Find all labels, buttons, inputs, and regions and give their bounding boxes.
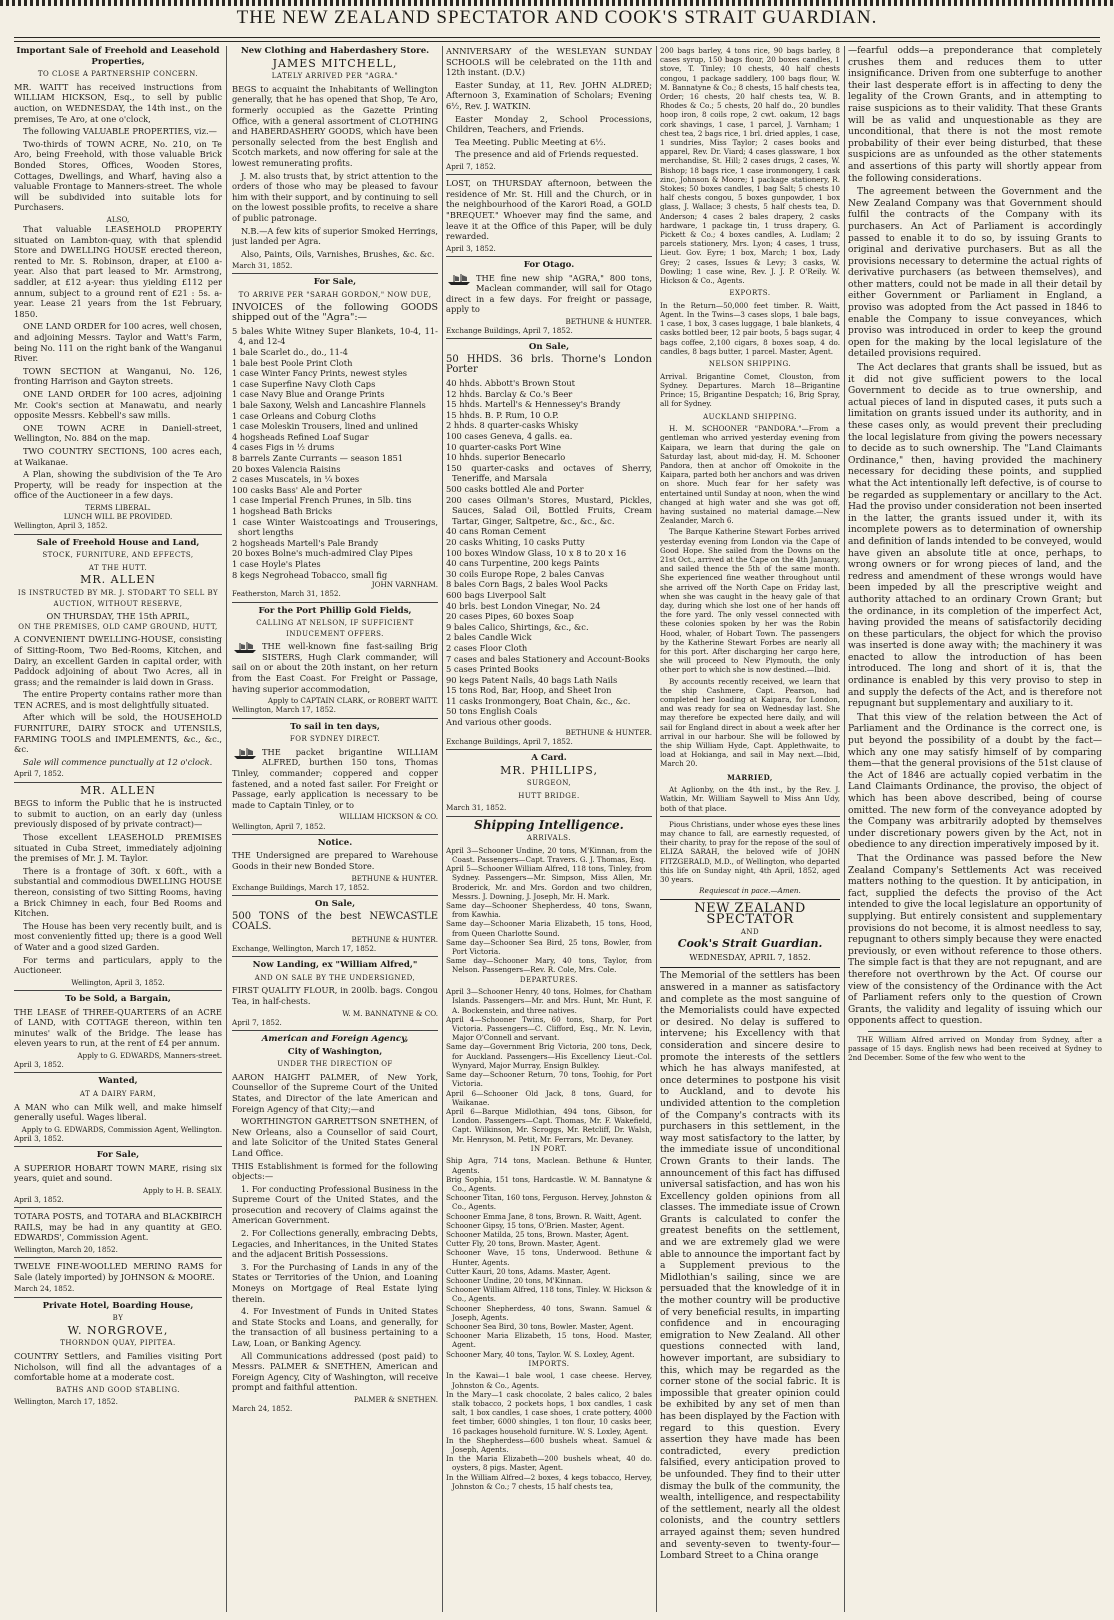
ad-paragraph: Also, Paints, Oils, Varnishes, Brushes, &c. &c.: [241, 248, 435, 259]
goods-item: 1 bale Scarlet do., do., 11-4: [232, 347, 348, 358]
ad-subheading: STOCK, FURNITURE, AND EFFECTS,: [42, 551, 194, 560]
goods-item: 15 hhds. Martell's & Hennessey's Brandy: [446, 399, 621, 410]
ad-paragraph: Two-thirds of TOWN ACRE, No. 210, on Te Aro, being Freehold, with those valuable Brick Bonded Stores, Offices, Wooden Stores, Cottages, Dwellings, and Wharf, having also a valuable Frontage to Manners-street. The whole will be subdivided into suitable lots for Purchasers.: [14, 138, 222, 213]
inport-entry: Ship Agra, 714 tons, Maclean. Bethune & Hunter, Agents.: [446, 1156, 652, 1175]
ad-invoices-goods: [232, 277, 438, 602]
inport-entry: Schooner Mary, 40 tons, Taylor. W. S. Loxley, Agent.: [446, 1349, 635, 1359]
departure-entry: April 6—Barque Midlothian, 494 tons, Gibson, for London. Passengers—Capt. Thomas, Mr. F. Wakefield, Capt. Wilkinson, Mr. Scroggs, Mr. Retcliff, Dr. Walsh, Mr. Henryson, M. Petit, Mr. Ferrars, Mr. Devaney.: [446, 1106, 652, 1144]
ad-paragraph: 3. For the Purchasing of Lands in any of the States or Territories of the Union, and Loaning Moneys on Mortgage of Real Estate lying therein.: [232, 1261, 438, 1304]
ad-paragraph: LOST, on THURSDAY afternoon, between the residence of Mr. St. Hill and the Church, or in the neighbourhood of the Karori Road, a GOLD "BREQUET." Whoever may find the same, and leave it at the Office of this Paper, will be duly rewarded.: [446, 178, 652, 242]
ad-notice-warehouse: [232, 838, 438, 896]
ad-subheading: TO CLOSE A PARTNERSHIP CONCERN.: [37, 70, 199, 79]
ad-card-phillips: [446, 753, 652, 817]
goods-item: And various other goods.: [446, 717, 552, 728]
ad-paragraph: ONE LAND ORDER for 100 acres, well chosen, and adjoining Messrs. Taylor and Watt's Farm, being No. 111 on the right bank of the Wanganui River.: [14, 321, 222, 364]
ad-paragraph: THE packet brigantine WILLIAM ALFRED, burthen 150 tons, Thomas Tinley, commander; coppered and copper fastened, and a noted fast sailer. For Freight or Passage, early application is necessary to be made to Captain Tinley, or to: [232, 746, 438, 810]
ad-date: Exchange Buildings, April 7, 1852.: [446, 326, 573, 336]
goods-item: 1 bale Saxony, Welsh and Lancashire Flannels: [232, 400, 426, 411]
ad-heading: Now Landing, ex "William Alfred,": [252, 960, 418, 971]
ad-date: April 7, 1852.: [446, 161, 496, 171]
ad-when: ON THURSDAY, THE 15th APRIL,: [46, 611, 190, 622]
inport-entry: Schooner Maria Elizabeth, 15 tons, Hood. Master, Agent.: [446, 1331, 652, 1350]
ad-mare-for-sale: [14, 1150, 222, 1208]
departure-entry: April 4—Schooner Twins, 60 tons, Sharp, for Port Victoria. Passengers—C. Clifford, Esq., Mr. N. Levin, Major O'Connell and servant.: [446, 1014, 652, 1043]
goods-item: 1 case Imperial French Prunes, in 5lb. tins: [232, 495, 412, 506]
auckland-text: By accounts recently received, we learn that the ship Cashmere, Capt. Pearson, had completed her loading at Kaipara, for London, and was ready for sea on Wednesday last. She may therefore be expected here daily, and will sail for England direct in about a week after her arrival in our harbour. She will be followed by the ship William Hyde, Capt. Applethwaite, to load at Hokianga, and sail in May next.—Ibid, March 20.: [660, 676, 840, 769]
column-separator: [656, 46, 657, 1612]
inport-entry: Schooner Wave, 15 tons, Underwood. Bethune & Hunter, Agents.: [446, 1248, 652, 1267]
ad-paragraph: WORTHINGTON GARRETTSON SNETHEN, of New Orleans, also a Counsellor of said Court, and late Solicitor of the United States General Land Office.: [232, 1116, 438, 1158]
ad-heading: For Sale,: [313, 277, 357, 288]
inport-entry: Cutter Fly, 20 tons, Brown. Master, Agent.: [446, 1239, 601, 1249]
ad-date: March 24, 1852.: [14, 1284, 75, 1294]
goods-item: 40 hhds. Abbott's Brown Stout: [446, 378, 576, 389]
ad-subheading: SURGEON,: [526, 779, 572, 788]
ad-sale-freehold-house: [14, 538, 222, 783]
ad-subheading: BATHS AND GOOD STABLING.: [56, 1385, 180, 1394]
ad-address: THORNDON QUAY, PIPITEA.: [60, 1339, 176, 1348]
inport-entry: Schooner Gipsy, 15 tons, O'Brien. Master, Agent.: [446, 1220, 625, 1230]
inport-entry: Brig Sophia, 151 tons, Hardcastle. W. M. Bannatyne & Co., Agents.: [446, 1174, 652, 1193]
spectator-title: NEW ZEALAND SPECTATOR: [694, 901, 806, 928]
goods-list: [446, 378, 652, 728]
ad-paragraph: All Communications addressed (post paid) to Messrs. PALMER & SNETHEN, American and Foreign Agency, City of Washington, will receive prompt and faithful attention.: [232, 1350, 438, 1393]
ad-paragraph: There is a frontage of 30ft. x 60ft., with a substantial and commodious DWELLING HOUSE thereon, consisting of two Sitting Rooms, having a Brick Chimney in each, four Bed Rooms and Kitchen.: [14, 865, 222, 919]
ad-paragraph: THIS Establishment is formed for the following objects:—: [232, 1160, 438, 1182]
ad-heading: For Sale,: [96, 1150, 140, 1161]
ad-subheading: AT A DAIRY FARM,: [79, 1089, 157, 1098]
ad-paragraph: BEGS to acquaint the Inhabitants of Wellington generally, that he has opened that Shop, Te Aro, formerly occupied as the Gazette Printing Office, with a general assortment of CLOTHING and HABERDASHERY GOODS, which have been personally selected from the best English and Scotch markets, and now offering for sale at the lowest remunerating profits.: [232, 83, 438, 168]
spectator-subtitle: Cook's Strait Guardian.: [677, 937, 823, 951]
editorial-text: That the Ordinance was passed before the New Zealand Company's Settlements Act was received matters nothing to the question. It by anticipation, in fact, supplied the defects the proviso of the Act intended to give the local legislature an opportunity of supplying. But entirely consistent and supplementary provisions do not become, it is almost needless to say, repugnant to others simply because they were enacted previously, or even without reference to those others. The simple fact is that they are not repugnant, and are therefore not overthrown by the Act. Of course our view of the consistency of the Ordinance with the Act of Parliament refers only to the question of Crown Grants, the validity and legality of issuing which our opponents affect to question.: [848, 853, 1102, 1027]
goods-item: 10 quarter-casks Port Wine: [446, 441, 562, 452]
ad-heading: For Otago.: [523, 259, 575, 270]
ad-date: Featherston, March 31, 1852.: [232, 589, 341, 599]
obituary-closing: Requiescat in pace.—Amen.: [699, 886, 801, 896]
ad-paragraph: THE LEASE of THREE-QUARTERS of an ACRE of LAND, with COTTAGE thereon, within ten minutes' walk of the Bridge. The lease has eleven years to run, at the rent of £4 per annum.: [14, 1006, 222, 1049]
ad-paragraph: The following VALUABLE PROPERTIES, viz.—: [23, 126, 217, 137]
ad-where: ON THE PREMISES, OLD CAMP GROUND, HUTT,: [18, 622, 218, 631]
ad-date: Wellington, March 17, 1852.: [232, 705, 336, 715]
ad-american-agency: [232, 1034, 438, 1416]
ad-sign: BETHUNE & HUNTER.: [565, 727, 652, 737]
spectator-and: AND: [740, 927, 760, 936]
ad-apply: Apply to G. EDWARDS, Manners-street.: [77, 1050, 222, 1060]
arrival-entry: Same day—Schooner Maria Elizabeth, 15 tons, Hood, from Queen Charlotte Sound.: [446, 919, 652, 938]
goods-item: 9 bales Calico, Shirtings, &c., &c.: [446, 621, 589, 632]
ad-terms: TERMS LIBERAL.: [85, 502, 151, 512]
shipping-intelligence: [446, 817, 652, 1491]
ad-port-phillip: [232, 606, 438, 719]
goods-item: 1 case Navy Blue and Orange Prints: [232, 389, 385, 400]
goods-item: 50 tons English Coals: [446, 706, 538, 717]
goods-item: 40 brls. best London Vinegar, No. 24: [446, 600, 601, 611]
ad-paragraph: TOTARA POSTS, and TOTARA and BLACKBIRCH RAILS, may be had in any quantity at GEO. EDWARDS', Commission Agent.: [14, 1211, 222, 1243]
ad-date: Exchange Buildings, April 7, 1852.: [446, 736, 573, 746]
auckland-text: The Barque Katherine Stewart Forbes arrived yesterday evening from London via the Cape of Good Hope. She sailed from the Downs on the 21st Oct., arrived at the Cape on the 4th January, and sailed thence the 5th of the same month. She experienced fine weather throughout until she arrived off the North Cape on Friday last, when she was caught in the heavy gale of that day, during which she lost one of her hands off the fore yard. The only vessel connected with these colonies spoken by her was the Robin Hood, whaler, of Hobart Town. The passengers by the Katherine Stewart Forbes are nearly all for this port. After discharging her cargo here, she will proceed to New Plymouth, the only other port to which she is now destined.—Ibid.: [660, 527, 840, 675]
ad-sign: BETHUNE & HUNTER.: [351, 873, 438, 883]
ad-sale-freehold-leasehold: [14, 46, 222, 535]
ad-paragraph: J. M. also trusts that, by strict attention to the orders of those who may be pleased to favour him with their support, and by continuing to sell on the lowest possible profits, to receive a share of public patronage.: [232, 170, 438, 223]
inport-entry: Schooner Sea Bird, 30 tons, Bowler. Master, Agent.: [446, 1321, 634, 1331]
ad-subheading: IS INSTRUCTED BY MR. J. STODART TO SELL BY AUCTION, WITHOUT RESERVE,: [17, 588, 219, 608]
ad-date: March 31, 1852.: [446, 803, 507, 813]
column-2: [232, 46, 438, 1612]
ad-paragraph: 1. For conducting Professional Business in the Supreme Court of the United States, and the prosecution and recovery of Claims against the American Government.: [232, 1183, 438, 1226]
ad-paragraph: THE Undersigned are prepared to Warehouse Goods in their new Bonded Store.: [232, 850, 438, 872]
ad-paragraph: TWO COUNTRY SECTIONS, 100 acres each, at Waikanae.: [14, 445, 222, 467]
ad-date: Wellington, April 7, 1852.: [232, 821, 326, 831]
ad-wesleyan-anniversary: [446, 46, 652, 175]
goods-item: 1 case Orleans and Coburg Cloths: [232, 410, 376, 421]
ad-paragraph: After which will be sold, the HOUSEHOLD FURNITURE, DAIRY STOCK and UTENSILS, FARMING TOOLS and IMPLEMENTS, &c., &c., &c.: [14, 712, 222, 755]
imports-list: [446, 1371, 652, 1491]
import-entry: In the Kawai—1 bale wool, 1 case cheese. Hervey, Johnston & Co., Agents.: [446, 1371, 652, 1390]
ad-for-otago: [446, 260, 652, 339]
inport-entry: Cutter Kauri, 20 tons, Adams. Master, Agent.: [446, 1266, 611, 1276]
goods-item: 15 hhds. B. P. Rum, 10 O.P.: [446, 409, 559, 420]
ad-haberdashery-store: [232, 46, 438, 274]
ad-sign: WILLIAM HICKSON & CO.: [339, 812, 438, 822]
torn-top-edge: [0, 0, 1114, 6]
ad-heading: Wanted,: [98, 1076, 138, 1087]
ad-title: INVOICES of the following GOODS shipped out of the "Agra":—: [232, 301, 438, 324]
exports-text: In the Return—50,000 feet timber. R. Waitt, Agent. In the Twins—3 cases slops, 1 bale bags, 1 case, 1 box, 3 cases luggage, 1 bale blankets, 4 casks bottled beer, 12 pair boots, 5 bags sugar, 4 bags coffee, 2,100 cigars, 8 boxes soap, 4 do. candles, 8 bags butter, 1 parcel. Master, Agent.: [660, 300, 840, 356]
departure-entry: April 6—Schooner Old Jack, 8 tons, Guard, for Waikanae.: [446, 1088, 652, 1107]
merchant-name: JAMES MITCHELL,: [272, 56, 398, 70]
goods-item: 30 coils Europe Rope, 2 bales Canvas: [446, 568, 605, 579]
ad-paragraph: Sale will commence punctually at 12 o'clock.: [23, 756, 213, 767]
goods-item: 5 bales White Witney Super Blankets, 10-4, 11-4, and 12-4: [232, 325, 438, 347]
editorial-text: The Act declares that grants shall be issued, but as it did not give sufficient powers to the local Government to decide as to true ownership, and actual pieces of land in disputed cases, it puts such a limitation on grants issued under its authority, and in these cases only, as would prevent their precluding the local legislature from giving the powers necessary to decide as to such ownership. The "Land Claimants Ordinance," then, having provided the machinery necessary for deciding these points, and supplied what the Act intentionally left defective, is of course to be regarded as supplementary or ancillary to the Act. Had the proviso under consideration not been inserted in the latter, the grants issued under it, with its incomplete powers as to determination of ownership and definition of lands intended to be conveyed, would have given an absolute title at once, perhaps, to wrong owners or for wrong pieces of land, and the redress and amendment of these wrongs would have been impeded by all the prescriptive weight and authority attached to an ordinary Crown Grant; but the ordinance, in its completion of the imperfect Act, having provided the means of satisfactorily deciding on these particulars, the object for which the proviso was inserted is done away with; the machinery it was enacted to allow the introduction of has been introduced. The long and short of it is, that the ordinance is enabled by this very proviso to step in and supply the defects of the Act, and is therefore not repugnant but supplementary and auxiliary to it.: [848, 363, 1102, 710]
inport-entry: Schooner William Alfred, 118 tons, Tinley. W. Hickson & Co., Agents.: [446, 1285, 652, 1304]
ad-paragraph: ONE TOWN ACRE in Daniell-street, Wellington, No. 884 on the map.: [14, 422, 222, 444]
masthead-title: THE NEW ZEALAND SPECTATOR AND COOK'S STRAIT GUARDIAN.: [236, 7, 878, 28]
departure-entry: Same day—Schooner Return, 70 tons, Toohig, for Port Victoria.: [446, 1070, 652, 1089]
ad-heading: Sale of Freehold House and Land,: [36, 537, 200, 548]
inport-entry: Schooner Titan, 160 tons, Ferguson. Hervey, Johnston & Co., Agents.: [446, 1193, 652, 1212]
arrival-entry: April 5—Schooner William Alfred, 118 tons, Tinley, from Sydney. Passengers—Mr. Simpson, Miss Allen, Mr. Broderick, Mr. and Mrs. Gordon and two children, Messrs. J. Downing, J. Joseph, Mr. H. Mark.: [446, 864, 652, 901]
import-entry: In the Mary—1 cask chocolate, 2 bales calico, 2 bales stalk tobacco, 2 pockets hops, 1 box candles, 1 cask salt, 1 box candles, 1 case shoes, 1 crate pottery, 4000 feet timber, 6000 shingles, 1 ton flour, 10 casks beer, 16 packages household furniture. W. S. Loxley, Agent.: [446, 1389, 652, 1436]
arrivals-list: [446, 846, 652, 975]
column-3: [446, 46, 652, 1612]
ad-paragraph: 2. For Collections generally, embracing Debts, Legacies, and Inheritances, in the United States and the adjacent British Possessions.: [232, 1228, 438, 1260]
goods-item: 1 case Moleskin Trousers, lined and unlined: [232, 421, 419, 432]
ad-paragraph: COUNTRY Settlers, and Families visiting Port Nicholson, will find all the advantages of a comfortable home at a moderate cost.: [14, 1351, 222, 1383]
ad-paragraph: For terms and particulars, apply to the Auctioneer.: [14, 954, 222, 976]
ad-date: April 3, 1852.: [14, 1195, 64, 1205]
inport-entry: Schooner Emma Jane, 8 tons, Brown. R. Waitt, Agent.: [446, 1211, 642, 1221]
ad-heading: American and Foreign Agency,: [261, 1033, 409, 1044]
ad-sign: BETHUNE & HUNTER.: [351, 934, 438, 944]
column-separator: [844, 46, 845, 1612]
ad-paragraph: A CONVENIENT DWELLING-HOUSE, consisting of Sitting-Room, Two Bed-Rooms, Kitchen, and Dairy, an excellent Garden in capital order, with Paddock adjoining of about Two Acres, all in grass; and the remainder is laid down in Grass.: [14, 634, 222, 687]
ad-wanted-dairy: [14, 1076, 222, 1147]
arrivals-heading: ARRIVALS.: [527, 834, 571, 843]
ad-merino-rams: [14, 1261, 222, 1297]
ad-date: March 24, 1852.: [232, 1404, 293, 1414]
departure-entry: Same day—Government Brig Victoria, 200 tons, Deck, for Auckland. Passengers—His Excellency Lieut.-Col. Wynyard, Major Murray, Ensign Bulkley.: [446, 1042, 652, 1070]
ad-paragraph: N.B.—A few kits of superior Smoked Herrings, just landed per Agra.: [232, 225, 438, 247]
inport-heading: IN PORT.: [530, 1144, 568, 1153]
goods-item: 1 bale best Poole Print Cloth: [232, 357, 353, 368]
ad-date: April 3, 1852.: [14, 1133, 64, 1143]
masthead-rule: [14, 37, 1100, 38]
ad-lunch: LUNCH WILL BE PROVIDED.: [63, 512, 173, 522]
ad-sydney-direct: [232, 722, 438, 835]
goods-item: 11 casks Ironmongery, Boat Chain, &c., &c.: [446, 695, 631, 706]
divider: [660, 967, 840, 968]
ad-paragraph: A Plan, showing the subdivision of the Te Aro Property, will be ready for inspection at the office of the Auctioneer in a few days.: [14, 469, 222, 501]
ad-sign: W. M. BANNATYNE & CO.: [342, 1008, 438, 1018]
goods-list: [232, 326, 438, 580]
ad-date: April 7, 1852.: [232, 1017, 282, 1027]
goods-item: 100 boxes Window Glass, 10 x 8 to 20 x 16: [446, 547, 627, 558]
obituary-text: Pious Christians, under whose eyes these lines may chance to fall, are earnestly requested, of their charity, to pray for the repose of the soul of ELIZA SARAH, the beloved wife of JOHN FITZGERALD, M.D., of Wellington, who departed this life on Sunday night, 4th April, 1852, aged 30 years.: [660, 819, 840, 885]
editorial-text: The agreement between the Government and the New Zealand Company was that Government should fulfil the contracts of the Company with its purchasers. An Act of Parliament is accordingly passed to enable it to do so, by issuing Grants to original and derivative purchasers. But as all the provisions necessary to determine the actual rights of derivative purchasers (as between themselves), and other matters, could not be made in all their detail by either Government or Parliament in England, a proviso was adopted from the Act passed in 1846 to enable the Company to issue conveyances, which proviso was introduced in order to keep the ground open for the making by the local legislature of the detailed provisions required.: [848, 187, 1102, 360]
ad-date: Exchange Buildings, March 17, 1852.: [232, 882, 370, 892]
import-entry: In the Shepherdess—600 bushels wheat. Samuel & Joseph, Agents.: [446, 1435, 652, 1454]
import-entry: In the William Alfred—2 boxes, 4 kegs tobacco, Hervey, Johnston & Co.; 7 chests, 15 half chests tea,: [446, 1472, 652, 1491]
inport-list: [446, 1156, 652, 1358]
ad-paragraph: THE fine new ship "AGRA," 800 tons, Maclean commander, will sail for Otago direct in a few days. For freight or passage, apply to: [446, 272, 652, 315]
ad-heading: For the Port Phillip Gold Fields,: [258, 605, 412, 616]
ad-date: Exchange, Wellington, March 17, 1852.: [232, 944, 377, 953]
imports-continued: 200 bags barley, 4 tons rice, 90 bags barley, 8 cases syrup, 150 bags flour, 20 boxes candles, 1 stove, T. Tinley; 10 chests, 40 half chests congou, 1 package saddlery, 100 bags flour, W. M. Bannatyne & Co.; 8 chests, 15 half chests tea, Order; 16 chests, 20 half chests tea, W. B. Rhodes & Co.; 5 chests, 20 half do., 20 bundles hoop iron, 8 coils rope, 2 cwt. oakum, 12 bags cork shavings, 1 case, 1 parcel, J. Varnham; 1 chest tea, 2 bags rice, 1 brl. dried apples, 1 case, 1 sundries, Miss Taylor; 2 cases books and apparel, Rev. Dr. Viard; 4 cases glassware, 1 box merchandise, St. Hill; 2 cases drugs, 2 cases, W. Bishop; 18 bags rice, 1 case ironmongery, 1 cask zinc, Johnson & Moore; 1 package stationery, R. Stokes; 50 boxes candles, 1 bag Salt; 5 chests 10 half chests congou, 5 boxes gunpowder, 1 box glass, J. Wallace; 3 chests, 5 half chests tea, D. Anderson; 4 cases 2 bales drapery, 2 casks hardware, 1 package tin, 1 truss drapery, G. Pickett & Co.; 4 boxes candles, A. Ludlam; 2 parcels stationery, Mrs. Lyon; 4 cases, 1 truss, Lieut. Gov. Eyre; 1 box, March; 1 box, Lady Grey; 2 cases, Issues & Levy; 3 casks, W. Dowling; 1 case wine, Rev. J. J. P. O'Reily. W. Hickson & Co., Agents.: [660, 46, 840, 286]
goods-item: 4 hogsheads Refined Loaf Sugar: [232, 431, 369, 442]
imports-heading: IMPORTS.: [528, 1359, 570, 1368]
goods-item: 1 case Superfine Navy Cloth Caps: [232, 378, 376, 389]
goods-item: 20 boxes Bolne's much-admired Clay Pipes: [232, 548, 413, 559]
column-4: [660, 46, 840, 1612]
ad-heading: New Clothing and Haberdashery Store.: [240, 46, 430, 56]
inport-entry: Schooner Shepherdess, 40 tons, Swann. Samuel & Joseph, Agents.: [446, 1303, 652, 1322]
ad-heading: To sail in ten days,: [290, 721, 380, 732]
ad-paragraph: ANNIVERSARY of the WESLEYAN SUNDAY SCHOOLS will be celebrated on the 11th and 12th instant. (D.V.): [446, 46, 652, 78]
arrival-entry: April 3—Schooner Undine, 20 tons, M'Kinnan, from the Coast. Passengers—Capt. Travers. G. J. Thomas, Esq.: [446, 845, 652, 865]
ad-paragraph: Those excellent LEASEHOLD PREMISES situated in Cuba Street, immediately adjoining the premises of Mr. J. M. Taylor.: [14, 832, 222, 864]
proprietor-name: W. NORGROVE,: [67, 1323, 169, 1337]
ship-icon: [232, 642, 258, 654]
arrival-entry: Same day—Schooner Shepherdess, 40 tons, Swann, from Kawhia.: [446, 901, 652, 920]
ad-date: Wellington, March 20, 1852.: [14, 1245, 118, 1255]
ad-address: HUTT BRIDGE.: [518, 791, 580, 800]
goods-item: 12 hhds. Barclay & Co.'s Beer: [446, 388, 573, 399]
editorial-text: The Memorial of the settlers has been answered in a manner as satisfactory and complete as the most sanguine of the Memorialists could have expected or desired. No delay is suffered to intervene; his Excellency with that consideration and sincere desire to promote the interests of the settlers which he has always manifested, at once determines to postpone his visit to Auckland, and to devote his undivided attention to the completion of the Company's contracts with its purchasers in this settlement, in the way most satisfactory to the latter, by the immediate issue of unconditional Crown Grants to their lands. The announcement of this fact has diffused universal satisfaction, and has won his Excellency golden opinions from all classes. The immediate issue of Crown Grants is calculated to confer the greatest benefits on the settlement, and we are extremely glad we were able to announce the important fact by a Supplement previous to the Midlothian's sailing, since we are persuaded that the knowledge of it in the mother country will be productive of very beneficial results, in imparting confidence and in encouraging emigration to New Zealand. All other questions connected with land, however important, are subsidiary to this, which may be regarded as the corner stone of the social fabric. It is impossible that greater opinion could be exhibited by any set of men than has been displayed by the Faction with regard to this question. Every assertion they have made has been contradicted, every prediction falsified, every anticipation proved to be unfounded. They find to their utter dismay the bulk of the community, the wealth, intelligence, and respectability of the settlement, nearly all the oldest colonists, and the country settlers arrayed against them; seven hundred and seventy-seven to twenty-four—Lombard Street to a China orange: [660, 971, 840, 1562]
ad-paragraph: The House has been very recently built, and is most conveniently fitted up; there is a good Well of Water and a good sized Garden.: [14, 920, 222, 952]
ad-paragraph: The presence and aid of Friends requested.: [455, 149, 639, 160]
editorial-text: —fearful odds—a preponderance that completely crushes them and reduces them to utter insignificance. Driven from one subterfuge to another their last desperate effort is in affecting to deny the legality of the Crown Grants, and in attempting to raise suspicions as to their validity. That these Grants will be as valid and unquestionable as they are unconditional, that there is not the most remote probability of their ever being disturbed, that these suspicions are as unfounded as the other statements and assertions of this party will shortly appear from the following considerations.: [848, 46, 1102, 184]
goods-item: 200 cases Oilman's Stores, Mustard, Pickles, Sauces, Salad Oil, Bottled Fruits, Cream Tartar, Ginger, Saltpetre, &c., &c., &c.: [446, 494, 652, 526]
divider: [660, 816, 840, 817]
divider: [660, 899, 840, 900]
goods-item: 600 bags Liverpool Salt: [446, 589, 546, 600]
ad-heading: Notice.: [317, 837, 353, 848]
goods-item: 5 cases Printed Books: [446, 664, 539, 675]
column-1: [14, 46, 222, 1612]
inport-entry: Schooner Undine, 20 tons, M'Kinnan.: [446, 1275, 583, 1285]
goods-item: 8 kegs Negrohead Tobacco, small fig: [232, 569, 388, 580]
ad-paragraph: Easter Sunday, at 11, Rev. JOHN ALDRED; Afternoon 3, Examination of Scholars; Evening 6½, Rev. J. WATKIN.: [446, 79, 652, 111]
ad-apply: Apply to H. B. SEALY.: [142, 1185, 222, 1195]
goods-item: 40 cans Roman Cement: [446, 526, 546, 537]
ad-private-hotel: [14, 1301, 222, 1410]
auckland-text: H. M. SCHOONER "PANDORA."—From a gentleman who arrived yesterday evening from Kaipara, we learn that during the gale on Saturday last, about mid-day, H. M. Schooner Pandora, then at anchor off Omokoite in the Kaipara, parted both her anchors and was driven on shore. Much fear for her safety was entertained until Sunday at noon, when the wind changed at high water and she was got off, having sustained no material damage.—New Zealander, March 6.: [660, 424, 840, 526]
auckland-heading: AUCKLAND SHIPPING.: [703, 412, 797, 421]
goods-item: 2 cases Floor Cloth: [446, 642, 528, 653]
goods-item: 2 hogsheads Martell's Pale Brandy: [232, 537, 379, 548]
ad-subheading: AT THE HUTT.: [88, 563, 148, 572]
ad-heading: A Card.: [531, 753, 567, 764]
ad-apply: Apply to CAPTAIN CLARK, or ROBERT WAITT.: [267, 696, 438, 706]
inport-entry: Schooner Matilda, 25 tons, Brown. Master, Agent.: [446, 1229, 629, 1239]
ad-paragraph: 4. For Investment of Funds in United States and State Stocks and Loans, and generally, for the transaction of all business pertaining to a Law, Loan, or Banking Agency.: [232, 1306, 438, 1349]
ad-subheading: CALLING AT NELSON, IF SUFFICIENT INDUCEMENT OFFERS.: [256, 619, 414, 638]
divider: [868, 1031, 1082, 1032]
goods-item: 7 cases and bales Stationery and Account-Books: [446, 653, 650, 664]
goods-item: 40 cans Turpentine, 200 kegs Paints: [446, 558, 600, 569]
ad-date: April 7, 1852.: [14, 769, 64, 779]
ad-paragraph: The entire Property contains rather more than TEN ACRES, and is most delightfully situated.: [14, 689, 222, 710]
goods-item: 20 casks Whiting, 10 casks Putty: [446, 536, 585, 547]
ad-paragraph: TWELVE FINE-WOOLLED MERINO RAMS for Sale (lately imported) by JOHNSON & MOORE.: [14, 1261, 222, 1282]
ad-newcastle-coals: [232, 899, 438, 957]
goods-item: 10 hhds. superior Benecarlo: [446, 452, 566, 463]
goods-item: 2 hhds. 8 quarter-casks Whisky: [446, 420, 579, 431]
ship-icon: [446, 274, 472, 286]
section-title: Shipping Intelligence.: [474, 817, 624, 832]
column-separator: [226, 46, 227, 1612]
ad-lost-brequet: [446, 178, 652, 257]
auctioneer-name: MR. ALLEN: [80, 783, 156, 797]
goods-item: 500 casks bottled Ale and Porter: [446, 484, 584, 494]
ad-totara-posts: [14, 1211, 222, 1258]
goods-item: 8 bales Corn Bags, 2 bales Wool Packs: [446, 579, 608, 590]
ad-apply: Apply to G. EDWARDS, Commission Agent, Wellington.: [21, 1124, 222, 1134]
goods-item: 1 hogshead Bath Bricks: [232, 505, 332, 516]
auctioneer-name: MR. ALLEN: [80, 573, 156, 587]
goods-item: 20 cases Pipes, 60 boxes Soap: [446, 611, 574, 622]
ad-sign: BETHUNE & HUNTER.: [565, 316, 652, 326]
ad-heading: On Sale,: [528, 342, 570, 353]
ad-paragraph: A SUPERIOR HOBART TOWN MARE, rising six years, quiet and sound.: [14, 1162, 222, 1184]
departure-entry: April 3—Schooner Henry, 40 tons, Holmes, for Chatham Islands. Passengers—Mr. and Mrs. Hunt, Mr. Hunt, F. A. Bockenstein, and three natives.: [446, 987, 652, 1015]
ad-heading: Important Sale of Freehold and Leasehold Properties,: [16, 46, 220, 67]
ad-mr-allen: [14, 783, 222, 991]
goods-item: 150 quarter-casks and octaves of Sherry, Teneriffe, and Marsala: [446, 462, 652, 484]
ship-icon: [232, 748, 258, 760]
ad-date: Wellington, April 3, 1852.: [14, 521, 108, 531]
ad-date: April 3, 1852.: [446, 243, 496, 253]
ad-heading: To be Sold, a Bargain,: [65, 993, 171, 1004]
ad-date: March 31, 1852.: [232, 261, 293, 271]
ad-paragraph: BEGS to inform the Public that he is instructed to submit to auction, on an early day (unless previously disposed of by private contract)—: [14, 798, 222, 830]
editorial-text: That this view of the relation between the Act of Parliament and the Ordinance is the correct one, is put beyond the possibility of a doubt by the fact—which any one may satisfy himself of by comparing them—that the general provisions of the 51st clause of the Act of 1846 are actually copied verbatim in the Land Claimants Ordinance, the proviso, the object of which has been above described, being of course omitted. The new form of the conveyance adopted by the Company was arbitrarily adopted by themselves under discretionary powers given by the Act, not in obedience to any direction imperatively imposed by it.: [848, 712, 1102, 851]
ad-also: ALSO,: [106, 214, 130, 224]
ad-lease-bargain: [14, 994, 222, 1073]
spectator-date: WEDNESDAY, APRIL 7, 1852.: [689, 952, 811, 962]
ad-heading: Private Hotel, Boarding House,: [42, 1300, 194, 1311]
ad-sign: JOHN VARNHAM.: [371, 580, 438, 590]
goods-item: 4 cases Figs in ½ drums: [232, 442, 335, 453]
ad-paragraph: MR. WAITT has received instructions from WILLIAM HICKSON, Esq., to sell by public auction, on WEDNESDAY, the 14th inst., on the premises, Te Aro, at one o'clock,: [14, 81, 222, 124]
ad-subheading: AND ON SALE BY THE UNDERSIGNED,: [254, 973, 416, 982]
nelson-text: Arrival. Brigantine Comet, Clouston, from Sydney. Departures. March 18—Brigantine Prince; 15, Brigantine Despatch; 16, Brig Spray, all for Sydney.: [660, 371, 840, 409]
exports-heading: EXPORTS.: [729, 289, 771, 298]
goods-item: 100 casks Bass' Ale and Porter: [232, 484, 362, 495]
goods-item: 100 cases Geneva, 4 galls. ea.: [446, 431, 573, 442]
ad-paragraph: Easter Monday 2, School Processions, Children, Teachers, and Friends.: [446, 113, 652, 135]
goods-item: 8 barrels Zante Currants — season 1851: [232, 452, 404, 463]
nelson-heading: NELSON SHIPPING.: [708, 360, 792, 369]
goods-item: 1 case Hoyle's Plates: [232, 558, 321, 569]
ad-paragraph: FIRST QUALITY FLOUR, in 200lb. bags. Congou Tea, in half-chests.: [232, 985, 438, 1006]
goods-item: 90 kegs Patent Nails, 40 bags Lath Nails: [446, 674, 618, 685]
goods-item: 1 case Winter Waistcoatings and Trouserings, short lengths: [232, 516, 438, 538]
column-5: [848, 46, 1102, 1612]
goods-item: 1 case Winter Fancy Prints, newest styles: [232, 368, 408, 379]
ad-subheading: FOR SYDNEY DIRECT.: [289, 735, 381, 744]
ad-subheading: UNDER THE DIRECTION OF: [277, 1060, 393, 1069]
arrival-entry: Same day—Schooner Sea Bird, 25 tons, Bowler, from Port Victoria.: [446, 937, 652, 957]
married-text: At Aglionby, on the 4th inst., by the Rev. J. Watkin, Mr. William Saywell to Miss Ann Udy, both of that place.: [660, 785, 840, 813]
married-heading: MARRIED,: [727, 772, 773, 782]
departures-list: [446, 987, 652, 1143]
ad-subheading: LATELY ARRIVED PER "AGRA.": [271, 72, 399, 81]
goods-item: 2 cases Muscatels, in ¼ boxes: [232, 474, 360, 485]
ad-paragraph: That valuable LEASEHOLD PROPERTY situated on Lambton-quay, with that splendid Store and DWELLING HOUSE erected thereon, rented to Mr. S. Robinson, draper, at £100 a-year. Also that part leased to Mr. Armstrong, saddler, at £12 a-year: thus yielding £112 per annum, subject to a ground rent of £21 : 5s. a-year. Lease 21 years from the 1st February, 1850.: [14, 224, 222, 319]
departures-heading: DEPARTURES.: [519, 975, 579, 984]
ad-paragraph: THE well-known fine fast-sailing Brig SISTERS, Hugh Clark commander, will sail on or about the 20th instant, on her return from the East Coast. For Freight or Passage, having superior accommodation,: [232, 641, 438, 694]
ad-date: Wellington, April 3, 1852.: [71, 977, 165, 987]
ad-subheading: City of Washington,: [287, 1046, 383, 1057]
column-separator: [442, 46, 443, 1612]
news-note: THE William Alfred arrived on Monday from Sydney, after a passage of 15 days. English news had been received at Sydney to 2nd December. Some of the few who went to the: [848, 1034, 1102, 1063]
goods-item: 2 bales Candle Wick: [446, 632, 532, 643]
import-entry: In the Maria Elizabeth—200 bushels wheat, 40 do. oysters, 8 pigs. Master, Agent.: [446, 1454, 652, 1473]
arrival-entry: Same day—Schooner Mary, 40 tons, Taylor, from Nelson. Passengers—Rev. R. Cole, Mrs. Cole.: [446, 956, 652, 975]
ad-on-sale-liquors: [446, 342, 652, 750]
ad-date: Wellington, March 17, 1852.: [14, 1397, 118, 1407]
ad-subheading: TO ARRIVE PER "SARAH GORDON," NOW DUE,: [238, 291, 432, 300]
surgeon-name: MR. PHILLIPS,: [500, 763, 598, 777]
ad-paragraph: 500 TONS of the best NEWCASTLE COALS.: [232, 910, 438, 933]
ad-flour-landing: [232, 960, 438, 1031]
ad-date: April 3, 1852.: [14, 1060, 64, 1070]
ad-paragraph: AARON HAIGHT PALMER, of New York, Counsellor of the Supreme Court of the United States, and Director of the late American and Foreign Agency of that City;—and: [232, 1071, 438, 1114]
ad-heading: On Sale,: [314, 899, 356, 910]
ad-paragraph: ONE LAND ORDER for 100 acres, adjoining Mr. Cook's section at Manawatu, and nearly opposite Messrs. Kebbell's saw mills.: [14, 389, 222, 421]
ad-title: 50 HHDS. 36 brls. Thorne's London Porter: [446, 353, 652, 376]
goods-item: 15 tons Rod, Bar, Hoop, and Sheet Iron: [446, 685, 612, 696]
masthead-rule-thin: [14, 41, 1100, 42]
ad-sign: PALMER & SNETHEN.: [353, 1394, 438, 1404]
goods-item: 20 boxes Valencia Raisins: [232, 463, 341, 474]
ad-paragraph: A MAN who can Milk well, and make himself generally useful. Wages liberal.: [14, 1101, 222, 1123]
ad-subheading: BY: [112, 1314, 124, 1323]
ad-paragraph: Tea Meeting. Public Meeting at 6½.: [455, 136, 606, 147]
ad-paragraph: TOWN SECTION at Wanganui, No. 126, fronting Harrison and Gayton streets.: [14, 365, 222, 387]
